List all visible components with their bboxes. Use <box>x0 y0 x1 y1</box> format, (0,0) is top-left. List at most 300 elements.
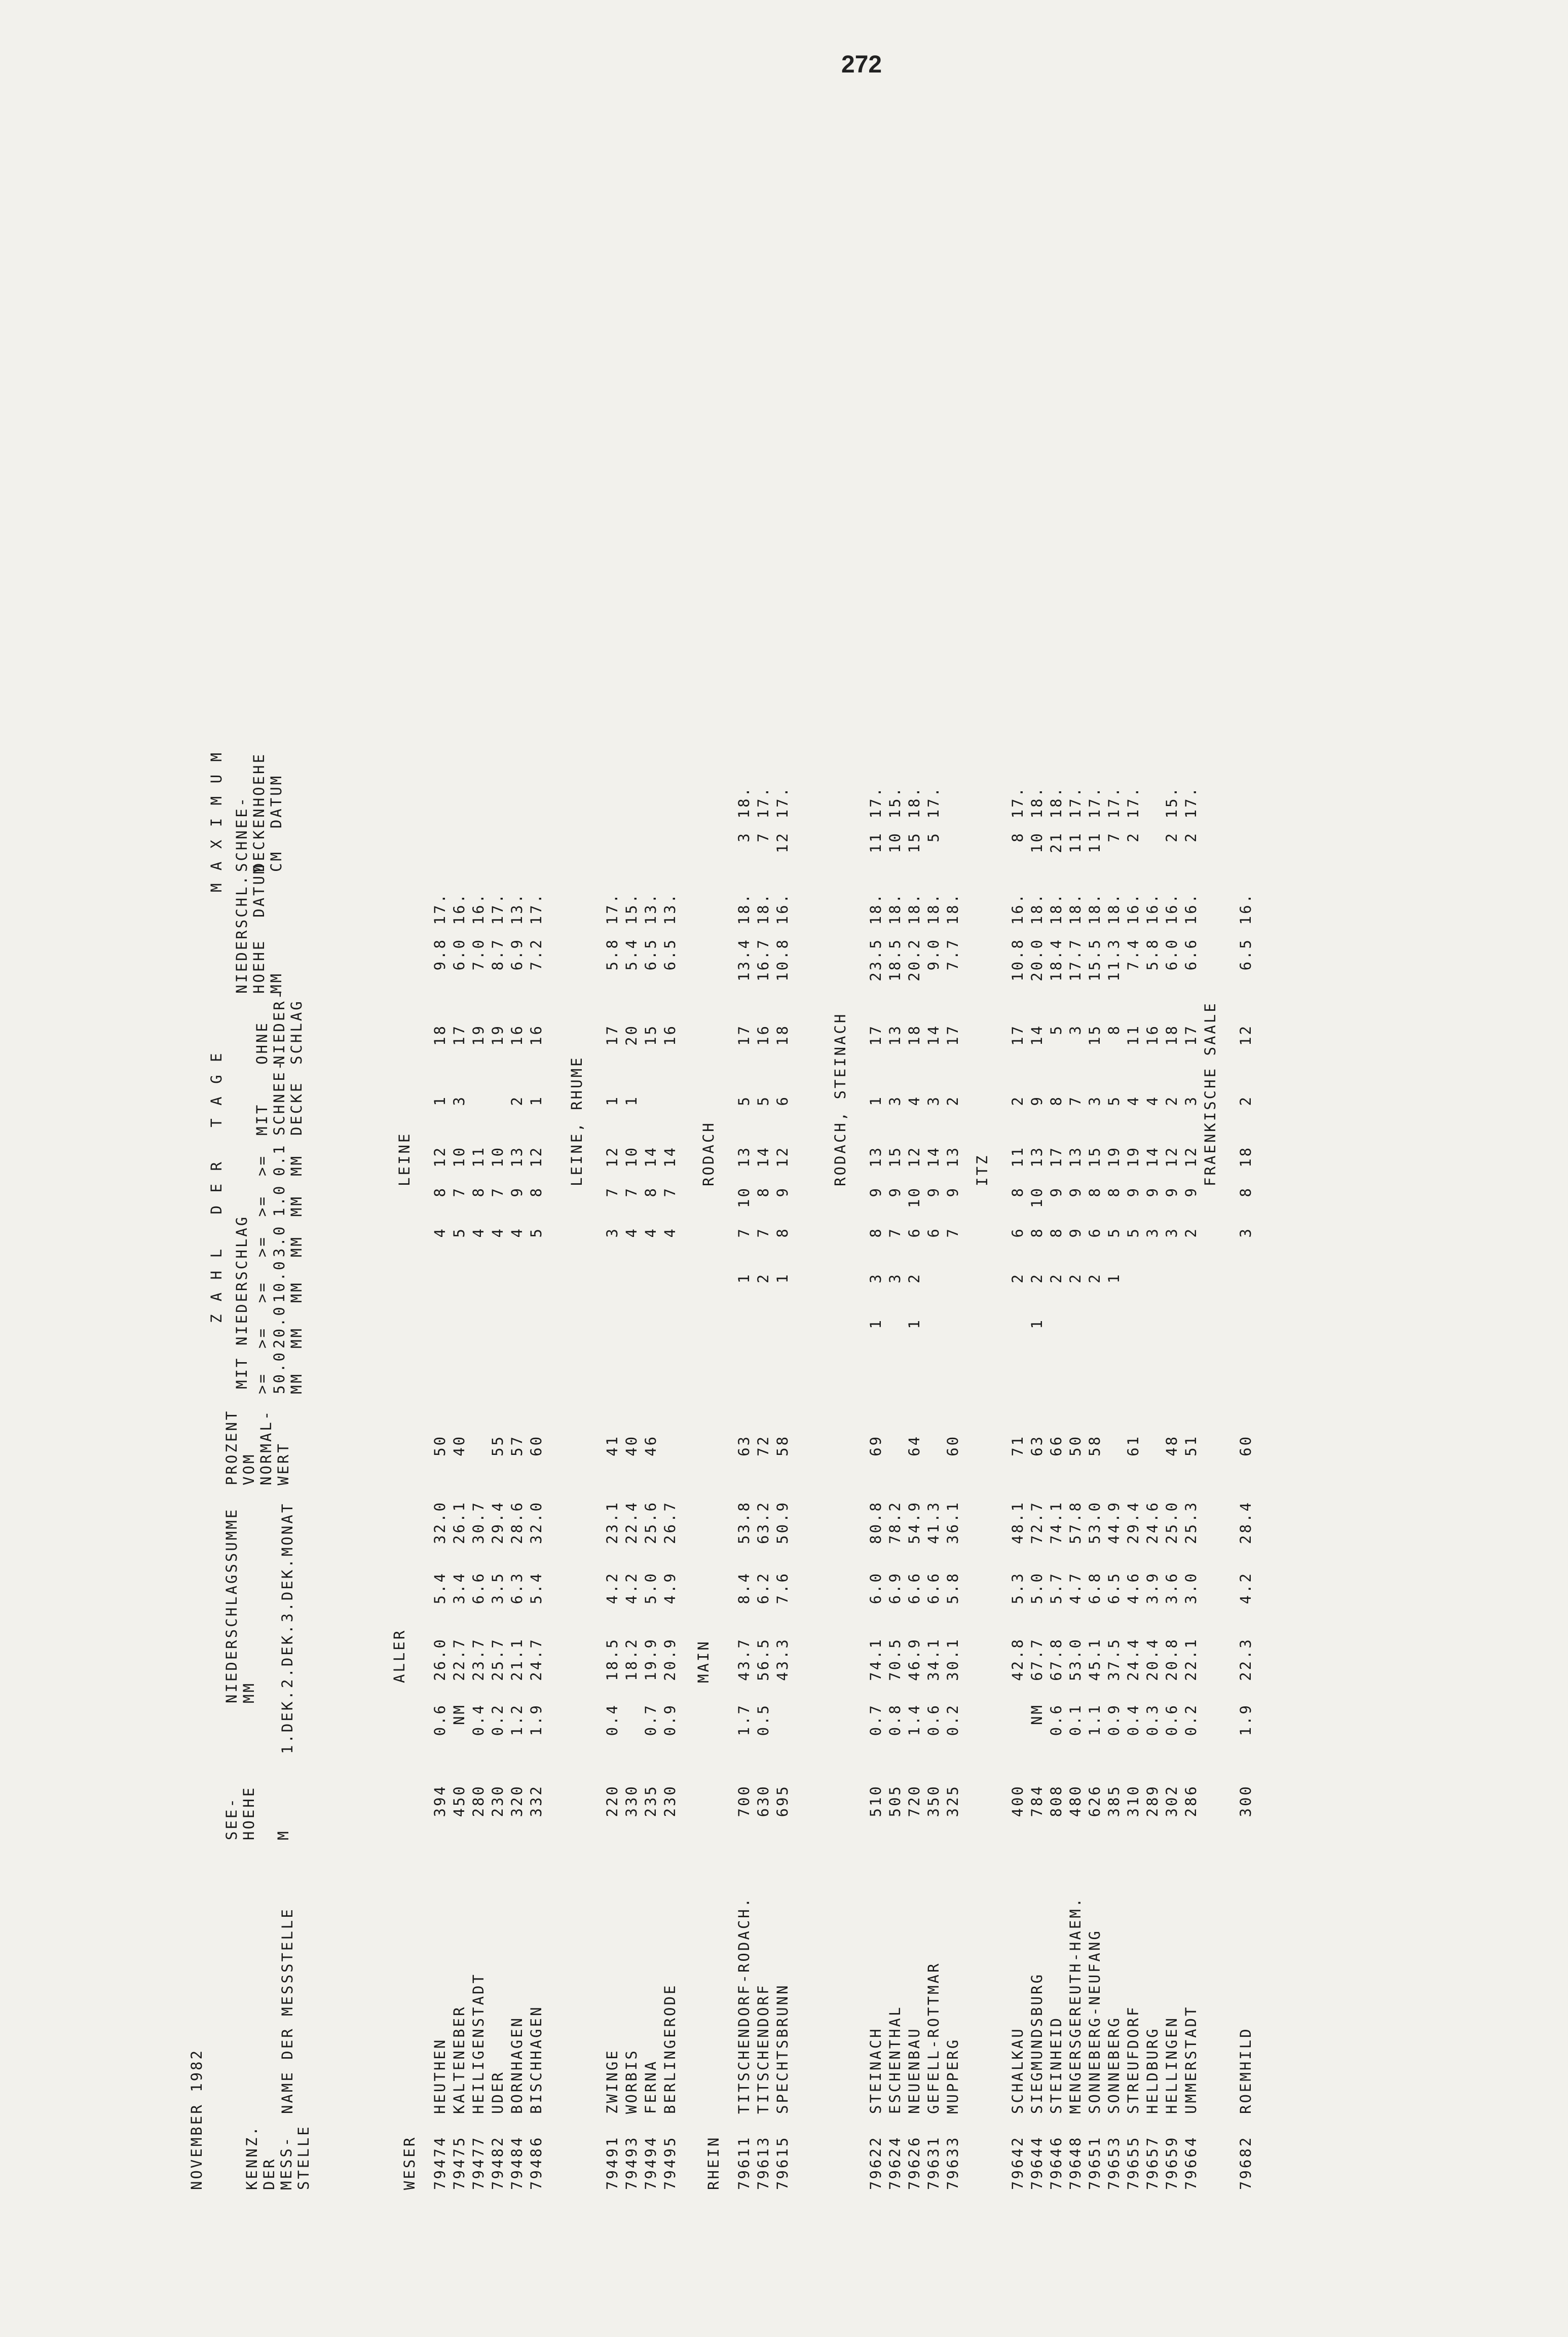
max-nied-datum-cell: 13. <box>642 892 659 925</box>
t01-cell: 14 <box>642 1146 659 1167</box>
kennz-cell: 79659 <box>1163 2135 1180 2190</box>
max-nied-datum-cell: 18. <box>867 892 884 925</box>
rotated-table-container <box>188 213 1404 2190</box>
dek2-cell: 20.4 <box>1144 1637 1161 1681</box>
t20-cell: 1 <box>1028 1318 1046 1329</box>
kennz-cell: 79622 <box>867 2135 884 2190</box>
schnee-tage-cell: 2 <box>508 1095 526 1106</box>
dek3-cell: 7.6 <box>774 1572 791 1604</box>
max-nied-cell: 20.2 <box>906 938 923 981</box>
max-nied-datum-cell: 16. <box>451 892 468 925</box>
dek1-cell: 0.7 <box>642 1703 659 1736</box>
tributary-label: ITZ <box>974 1153 991 1186</box>
ohne-nied-cell: 12 <box>1237 1024 1254 1046</box>
page-number: 272 <box>841 51 882 78</box>
ohne-nied-cell: 17 <box>451 1024 468 1046</box>
dek2-cell: 45.1 <box>1086 1637 1103 1681</box>
max-nied-cell: 7.7 <box>944 938 961 971</box>
dek3-cell: 4.2 <box>1237 1572 1254 1604</box>
max-schnee-datum-cell: 17. <box>1009 786 1026 819</box>
tributary-label: LEINE <box>396 1131 413 1186</box>
monat-cell: 63.2 <box>755 1501 772 1544</box>
dek2-cell: 20.8 <box>1163 1637 1180 1681</box>
max-nied-cell: 8.7 <box>489 938 506 971</box>
max-nied-datum-cell: 16. <box>774 892 791 925</box>
t1-cell: 9 <box>1048 1186 1065 1197</box>
t01-cell: 10 <box>623 1146 640 1167</box>
hoehe-cell: 310 <box>1125 1784 1142 1817</box>
schnee-tage-cell: 1 <box>867 1095 884 1106</box>
prozent-cell: 66 <box>1048 1435 1065 1456</box>
max-nied-cell: 18.5 <box>886 938 904 981</box>
precipitation-table <box>188 213 1404 2190</box>
kennz-cell: 79648 <box>1067 2135 1084 2190</box>
dek3-cell: 5.7 <box>1048 1572 1065 1604</box>
max-nied-cell: 5.4 <box>623 938 640 971</box>
dek2-cell: 34.1 <box>925 1637 942 1681</box>
t01-cell: 15 <box>886 1146 904 1167</box>
dek2-cell: 24.7 <box>528 1637 545 1681</box>
schnee-tage-cell: 2 <box>1009 1095 1026 1106</box>
t1-cell: 9 <box>1144 1186 1161 1197</box>
kennz-cell: 79653 <box>1105 2135 1123 2190</box>
t1-cell: 7 <box>604 1186 621 1197</box>
dek2-cell: 42.8 <box>1009 1637 1026 1681</box>
hoehe-cell: 320 <box>508 1784 526 1817</box>
name-cell: ESCHENTHAL <box>886 2005 904 2114</box>
hoehe-cell: 280 <box>470 1784 487 1817</box>
dek1-cell: NM <box>1028 1703 1046 1725</box>
ohne-nied-cell: 13 <box>886 1024 904 1046</box>
t3-cell: 3 <box>1144 1227 1161 1238</box>
hoehe-cell: 510 <box>867 1784 884 1817</box>
prozent-cell: 60 <box>528 1435 545 1456</box>
max-schnee-datum-cell: 18. <box>906 786 923 819</box>
dek2-cell: 26.0 <box>431 1637 449 1681</box>
t1-cell: 9 <box>1067 1186 1084 1197</box>
prozent-cell: 61 <box>1125 1435 1142 1456</box>
header-prozent: PROZENT VOM NORMAL- WERT <box>223 1409 292 1485</box>
dek2-cell: 70.5 <box>886 1637 904 1681</box>
max-schnee-cell: 5 <box>925 831 942 843</box>
monat-cell: 54.9 <box>906 1501 923 1544</box>
t01-cell: 12 <box>774 1146 791 1167</box>
t1-cell: 10 <box>735 1186 753 1208</box>
t1-cell: 8 <box>1086 1186 1103 1197</box>
monat-cell: 44.9 <box>1105 1501 1123 1544</box>
t01-cell: 12 <box>431 1146 449 1167</box>
monat-cell: 41.3 <box>925 1501 942 1544</box>
dek1-cell: 1.9 <box>1237 1703 1254 1736</box>
ohne-nied-cell: 5 <box>1048 1024 1065 1035</box>
name-cell: FERNA <box>642 2059 659 2114</box>
t01-cell: 14 <box>925 1146 942 1167</box>
hoehe-cell: 220 <box>604 1784 621 1817</box>
t1-cell: 9 <box>886 1186 904 1197</box>
t10-cell: 2 <box>1028 1272 1046 1284</box>
table-row <box>431 213 449 2190</box>
t01-cell: 13 <box>867 1146 884 1167</box>
table-row <box>1105 213 1123 2190</box>
max-nied-cell: 18.4 <box>1048 938 1065 981</box>
name-cell: MENGERSGEREUTH-HAEM. <box>1067 1896 1084 2114</box>
schnee-tage-cell: 5 <box>735 1095 753 1106</box>
header-maximum-group: M A X I M U M <box>208 751 225 892</box>
report-month: NOVEMBER 1982 <box>188 2049 205 2190</box>
name-cell: STEINACH <box>867 2027 884 2114</box>
hoehe-cell: 289 <box>1144 1784 1161 1817</box>
table-row <box>1047 213 1065 2190</box>
name-cell: ROEMHILD <box>1237 2027 1254 2114</box>
max-nied-datum-cell: 17. <box>528 892 545 925</box>
name-cell: MUPPERG <box>944 2037 961 2114</box>
schnee-tage-cell: 8 <box>1048 1095 1065 1106</box>
header-t50: >= 50.0 MM <box>253 1350 305 1394</box>
t1-cell: 9 <box>1182 1186 1200 1197</box>
max-nied-cell: 9.0 <box>925 938 942 971</box>
t3-cell: 7 <box>886 1227 904 1238</box>
table-row <box>527 213 545 2190</box>
table-row <box>1028 213 1046 2190</box>
max-nied-cell: 10.8 <box>1009 938 1026 981</box>
t1-cell: 8 <box>1237 1186 1254 1197</box>
dek2-cell: 25.7 <box>489 1637 506 1681</box>
t3-cell: 7 <box>944 1227 961 1238</box>
max-nied-cell: 7.0 <box>470 938 487 971</box>
dek1-cell: 0.4 <box>1125 1703 1142 1736</box>
ohne-nied-cell: 16 <box>528 1024 545 1046</box>
dek1-cell: 1.7 <box>735 1703 753 1736</box>
prozent-cell: 60 <box>944 1435 961 1456</box>
ohne-nied-cell: 17 <box>1182 1024 1200 1046</box>
kennz-cell: 79651 <box>1086 2135 1103 2190</box>
dek1-cell: 0.6 <box>1163 1703 1180 1736</box>
t3-cell: 4 <box>470 1227 487 1238</box>
t1-cell: 7 <box>489 1186 506 1197</box>
max-nied-datum-cell: 18. <box>886 892 904 925</box>
t1-cell: 8 <box>431 1186 449 1197</box>
table-row <box>508 213 526 2190</box>
t01-cell: 12 <box>1163 1146 1180 1167</box>
max-schnee-datum-cell: 18. <box>735 786 753 819</box>
max-schnee-datum-cell: 15. <box>886 786 904 819</box>
max-nied-cell: 9.8 <box>431 938 449 971</box>
header-t1: >= 1.0 MM <box>253 1184 305 1217</box>
t20-cell: 1 <box>867 1318 884 1329</box>
header-max-niederschlag: NIEDERSCHL. HOEHE DATUM MM <box>233 863 285 994</box>
t10-cell: 2 <box>1086 1272 1103 1284</box>
t1-cell: 9 <box>867 1186 884 1197</box>
max-nied-cell: 6.0 <box>451 938 468 971</box>
t01-cell: 13 <box>1028 1146 1046 1167</box>
prozent-cell: 58 <box>774 1435 791 1456</box>
name-cell: STEINHEID <box>1048 2016 1065 2114</box>
t3-cell: 4 <box>661 1227 679 1238</box>
max-nied-datum-cell: 17. <box>489 892 506 925</box>
kennz-cell: 79613 <box>755 2135 772 2190</box>
kennz-cell: 79657 <box>1144 2135 1161 2190</box>
t3-cell: 3 <box>1237 1227 1254 1238</box>
t01-cell: 12 <box>528 1146 545 1167</box>
max-nied-datum-cell: 16. <box>1125 892 1142 925</box>
dek1-cell: NM <box>451 1703 468 1725</box>
ohne-nied-cell: 18 <box>431 1024 449 1046</box>
dek3-cell: 5.4 <box>431 1572 449 1604</box>
dek1-cell: 0.5 <box>755 1703 772 1736</box>
schnee-tage-cell: 1 <box>623 1095 640 1106</box>
name-cell: BISCHHAGEN <box>528 2005 545 2114</box>
t01-cell: 13 <box>735 1146 753 1167</box>
table-row <box>661 213 679 2190</box>
name-cell: UMMERSTADT <box>1182 2005 1200 2114</box>
prozent-cell: 71 <box>1009 1435 1026 1456</box>
dek2-cell: 30.1 <box>944 1637 961 1681</box>
kennz-cell: 79493 <box>623 2135 640 2190</box>
t3-cell: 4 <box>431 1227 449 1238</box>
max-schnee-cell: 3 <box>735 831 753 843</box>
hoehe-cell: 332 <box>528 1784 545 1817</box>
t1-cell: 8 <box>528 1186 545 1197</box>
hoehe-cell: 480 <box>1067 1784 1084 1817</box>
t3-cell: 7 <box>755 1227 772 1238</box>
t3-cell: 6 <box>1086 1227 1103 1238</box>
kennz-cell: 79477 <box>470 2135 487 2190</box>
dek2-cell: 74.1 <box>867 1637 884 1681</box>
hoehe-cell: 720 <box>906 1784 923 1817</box>
prozent-cell: 51 <box>1182 1435 1200 1456</box>
kennz-cell: 79646 <box>1048 2135 1065 2190</box>
name-cell: HEILIGENSTADT <box>470 1973 487 2114</box>
basin-label: WESER <box>401 2135 418 2190</box>
t3-cell: 7 <box>735 1227 753 1238</box>
table-row <box>1182 213 1200 2190</box>
table-row <box>1237 213 1255 2190</box>
hoehe-cell: 400 <box>1009 1784 1026 1817</box>
max-nied-datum-cell: 17. <box>431 892 449 925</box>
ohne-nied-cell: 3 <box>1067 1024 1084 1035</box>
max-schnee-datum-cell: 17. <box>1086 786 1103 819</box>
dek2-cell: 23.7 <box>470 1637 487 1681</box>
schnee-tage-cell: 9 <box>1028 1095 1046 1106</box>
max-schnee-datum-cell: 18. <box>1028 786 1046 819</box>
t3-cell: 6 <box>1009 1227 1026 1238</box>
monat-cell: 53.8 <box>735 1501 753 1544</box>
t10-cell: 2 <box>755 1272 772 1284</box>
hoehe-cell: 302 <box>1163 1784 1180 1817</box>
max-schnee-datum-cell: 18. <box>1048 786 1065 819</box>
dek2-cell: 43.3 <box>774 1637 791 1681</box>
t3-cell: 4 <box>508 1227 526 1238</box>
dek1-cell: 0.9 <box>1105 1703 1123 1736</box>
t1-cell: 8 <box>1105 1186 1123 1197</box>
kennz-cell: 79642 <box>1009 2135 1026 2190</box>
table-row <box>1163 213 1181 2190</box>
dek2-cell: 67.7 <box>1028 1637 1046 1681</box>
kennz-cell: 79475 <box>451 2135 468 2190</box>
max-nied-datum-cell: 18. <box>755 892 772 925</box>
kennz-cell: 79615 <box>774 2135 791 2190</box>
tributary-label: FRAENKISCHE SAALE <box>1202 1001 1219 1186</box>
kennz-cell: 79644 <box>1028 2135 1046 2190</box>
max-schnee-cell: 10 <box>886 831 904 853</box>
schnee-tage-cell: 2 <box>1163 1095 1180 1106</box>
dek3-cell: 6.3 <box>508 1572 526 1604</box>
dek1-cell: 1.1 <box>1086 1703 1103 1736</box>
dek1-cell: 0.2 <box>489 1703 506 1736</box>
table-row <box>754 213 772 2190</box>
dek1-cell: 0.6 <box>925 1703 942 1736</box>
name-cell: GEFELL-ROTTMAR <box>925 1961 942 2114</box>
kennz-cell: 79486 <box>528 2135 545 2190</box>
prozent-cell: 58 <box>1086 1435 1103 1456</box>
t10-cell: 1 <box>1105 1272 1123 1284</box>
t01-cell: 13 <box>1067 1146 1084 1167</box>
name-cell: SIEGMUNDSBURG <box>1028 1973 1046 2114</box>
t20-cell: 1 <box>906 1318 923 1329</box>
max-schnee-datum-cell: 15. <box>1163 786 1180 819</box>
hoehe-cell: 808 <box>1048 1784 1065 1817</box>
name-cell: SONNEBERG <box>1105 2016 1123 2114</box>
t3-cell: 5 <box>1125 1227 1142 1238</box>
ohne-nied-cell: 17 <box>944 1024 961 1046</box>
dek1-cell: 1.4 <box>906 1703 923 1736</box>
name-cell: HEUTHEN <box>431 2037 449 2114</box>
dek3-cell: 6.5 <box>1105 1572 1123 1604</box>
max-schnee-datum-cell: 17. <box>1182 786 1200 819</box>
dek1-cell: 0.9 <box>661 1703 679 1736</box>
header-hoehe: SEE- HOEHE M <box>223 1785 292 1840</box>
t3-cell: 5 <box>1105 1227 1123 1238</box>
monat-cell: 29.4 <box>1125 1501 1142 1544</box>
ohne-nied-cell: 14 <box>925 1024 942 1046</box>
dek2-cell: 67.8 <box>1048 1637 1065 1681</box>
t3-cell: 6 <box>906 1227 923 1238</box>
max-nied-datum-cell: 18. <box>1048 892 1065 925</box>
t3-cell: 8 <box>774 1227 791 1238</box>
max-nied-datum-cell: 18. <box>735 892 753 925</box>
kennz-cell: 79682 <box>1237 2135 1254 2190</box>
table-row <box>1143 213 1162 2190</box>
header-t3: >= 3.0 MM <box>253 1224 305 1257</box>
max-schnee-cell: 10 <box>1028 831 1046 853</box>
table-row <box>735 213 753 2190</box>
monat-cell: 48.1 <box>1009 1501 1026 1544</box>
schnee-tage-cell: 6 <box>774 1095 791 1106</box>
basin-label: RHEIN <box>705 2135 722 2190</box>
tributary-label: RODACH, STEINACH <box>832 1012 849 1186</box>
max-schnee-datum-cell: 17. <box>867 786 884 819</box>
dek2-cell: 20.9 <box>661 1637 679 1681</box>
max-schnee-cell: 11 <box>1086 831 1103 853</box>
header-mit-niederschlag: MIT NIEDERSCHLAG <box>233 1215 250 1389</box>
monat-cell: 32.0 <box>528 1501 545 1544</box>
hoehe-cell: 630 <box>755 1784 772 1817</box>
hoehe-cell: 325 <box>944 1784 961 1817</box>
table-row <box>603 213 621 2190</box>
t1-cell: 9 <box>1163 1186 1180 1197</box>
ohne-nied-cell: 16 <box>661 1024 679 1046</box>
table-row <box>944 213 962 2190</box>
max-schnee-datum-cell: 17. <box>1125 786 1142 819</box>
dek2-cell: 56.5 <box>755 1637 772 1681</box>
monat-cell: 74.1 <box>1048 1501 1065 1544</box>
ohne-nied-cell: 20 <box>623 1024 640 1046</box>
t1-cell: 8 <box>642 1186 659 1197</box>
max-schnee-cell: 2 <box>1182 831 1200 843</box>
t10-cell: 2 <box>1067 1272 1084 1284</box>
dek1-cell: 0.4 <box>470 1703 487 1736</box>
dek3-cell: 8.4 <box>735 1572 753 1604</box>
t3-cell: 6 <box>925 1227 942 1238</box>
t3-cell: 3 <box>1163 1227 1180 1238</box>
prozent-cell: 63 <box>1028 1435 1046 1456</box>
max-schnee-cell: 2 <box>1125 831 1142 843</box>
max-nied-datum-cell: 18. <box>1028 892 1046 925</box>
t1-cell: 8 <box>755 1186 772 1197</box>
table-row <box>1066 213 1085 2190</box>
max-nied-cell: 7.4 <box>1125 938 1142 971</box>
name-cell: SONNEBERG-NEUFANG <box>1086 1929 1103 2114</box>
monat-cell: 57.8 <box>1067 1501 1084 1544</box>
monat-cell: 25.0 <box>1163 1501 1180 1544</box>
max-nied-cell: 6.6 <box>1182 938 1200 971</box>
kennz-cell: 79655 <box>1125 2135 1142 2190</box>
t1-cell: 10 <box>1028 1186 1046 1208</box>
dek3-cell: 6.2 <box>755 1572 772 1604</box>
monat-cell: 26.1 <box>451 1501 468 1544</box>
table-row <box>867 213 885 2190</box>
ohne-nied-cell: 18 <box>906 1024 923 1046</box>
t01-cell: 15 <box>1086 1146 1103 1167</box>
max-nied-cell: 6.5 <box>642 938 659 971</box>
ohne-nied-cell: 17 <box>604 1024 621 1046</box>
prozent-cell: 55 <box>489 1435 506 1456</box>
kennz-cell: 79626 <box>906 2135 923 2190</box>
header-t20: >= 20.0 MM <box>253 1305 305 1348</box>
hoehe-cell: 450 <box>451 1784 468 1817</box>
t3-cell: 9 <box>1067 1227 1084 1238</box>
dek2-cell: 18.2 <box>623 1637 640 1681</box>
t10-cell: 3 <box>886 1272 904 1284</box>
name-cell: HELLINGEN <box>1163 2016 1180 2114</box>
t01-cell: 11 <box>1009 1146 1026 1167</box>
max-nied-datum-cell: 18. <box>1086 892 1103 925</box>
dek3-cell: 3.9 <box>1144 1572 1161 1604</box>
max-nied-datum-cell: 18. <box>925 892 942 925</box>
t10-cell: 1 <box>735 1272 753 1284</box>
max-nied-datum-cell: 18. <box>1067 892 1084 925</box>
river-label: ALLER <box>391 1628 408 1683</box>
schnee-tage-cell: 4 <box>1144 1095 1161 1106</box>
dek1-cell: 0.2 <box>944 1703 961 1736</box>
dek2-cell: 21.1 <box>508 1637 526 1681</box>
dek3-cell: 6.0 <box>867 1572 884 1604</box>
t01-cell: 12 <box>1182 1146 1200 1167</box>
hoehe-cell: 235 <box>642 1784 659 1817</box>
dek3-cell: 6.6 <box>925 1572 942 1604</box>
dek2-cell: 53.0 <box>1067 1637 1084 1681</box>
t10-cell: 1 <box>774 1272 791 1284</box>
table-row <box>1009 213 1027 2190</box>
monat-cell: 22.4 <box>623 1501 640 1544</box>
max-nied-datum-cell: 16. <box>1163 892 1180 925</box>
t3-cell: 2 <box>1182 1227 1200 1238</box>
hoehe-cell: 230 <box>489 1784 506 1817</box>
tributary-label: LEINE, RHUME <box>568 1055 585 1186</box>
dek3-cell: 4.7 <box>1067 1572 1084 1604</box>
dek3-cell: 4.9 <box>661 1572 679 1604</box>
header-name: NAME DER MESSSTELLE <box>279 1907 296 2114</box>
